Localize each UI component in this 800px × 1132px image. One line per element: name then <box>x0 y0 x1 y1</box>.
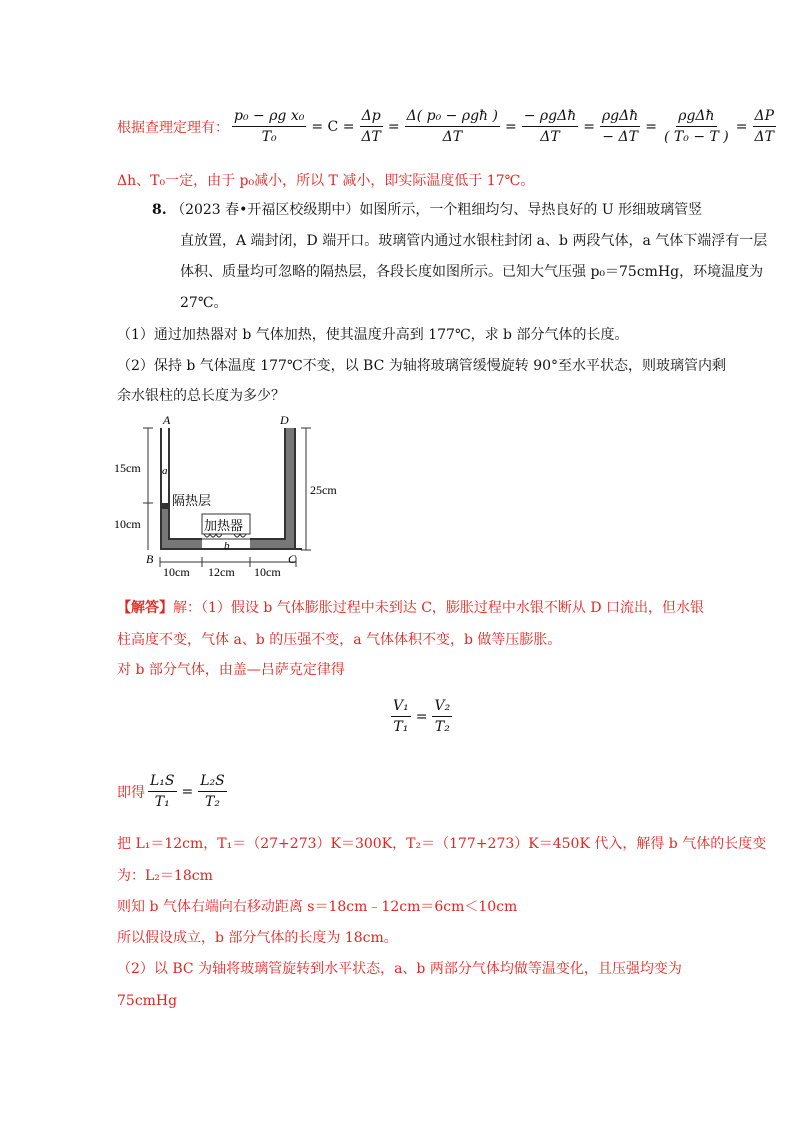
bottom-tube-outer-wall <box>160 548 302 550</box>
label-b: b <box>224 540 230 552</box>
problem-number: 8. <box>152 202 167 218</box>
eq2-right-fraction: $\frac{\text{L₂S}}{\text{T₂}}$ <box>200 773 225 810</box>
insulation-layer <box>161 503 169 509</box>
problem-line-2: 直放置，A 端封闭，D 端开口。玻璃管内通过水银柱封闭 a、b 两段气体，a 气体下端浮有一层 <box>180 233 768 249</box>
label-C: C <box>288 552 297 566</box>
fraction-5: $\frac{\text{ρgΔħ}}{- \Delta T}$ <box>601 108 639 145</box>
mercury-bottom-left <box>162 540 202 548</box>
solution-line-8: （2）以 BC 为轴将玻璃管旋转到水平状态，a、b 两部分气体均做等温变化，且压强均变为 <box>117 961 682 977</box>
solution-line-3: 对 b 部分气体，由盖—吕萨克定律得 <box>117 662 345 678</box>
question-2-line-2: 余水银柱的总长度为多少？ <box>117 388 285 404</box>
problem-line-3: 体积、质量均可忽略的隔热层，各段长度如图所示。已知大气压强 p₀＝75cmHg，环境温度为 <box>180 264 764 280</box>
fraction-7: $\frac{\Delta P}{\Delta T}$ <box>754 108 775 145</box>
label-A: A <box>163 413 171 427</box>
dim-bottom-12cm: 12cm <box>208 565 235 579</box>
heater-label: 加热器 <box>204 518 244 533</box>
right-tube-inner-wall <box>284 428 286 540</box>
eq1-left-fraction: $\frac{\text{V₁}}{\text{T₁}}$ <box>393 698 409 735</box>
left-tube-outer-wall <box>160 428 162 550</box>
gay-lussac-equation: $\frac{\text{V₁}}{\text{T₁}}$ = $\frac{\text{V₂}}{\text{T₂}}$ <box>393 698 451 735</box>
left-tube-inner-wall <box>168 428 170 540</box>
dim-10cm-left: 10cm <box>114 517 141 531</box>
solution-line-4: 把 L₁＝12cm，T₁＝（27+273）K＝300K，T₂＝（177+273）K＝450K 代入，解得 b 气体的长度变 <box>117 836 767 852</box>
fraction-3: $\frac{\text{Δ( p₀ − ρgħ )}}{\Delta T}$ <box>406 108 498 145</box>
dim-15cm: 15cm <box>114 461 141 475</box>
right-tube-outer-wall <box>294 428 296 550</box>
fraction-4: $\frac{\text{− ρgΔħ}}{\Delta T}$ <box>523 108 577 145</box>
dim-25cm: 25cm <box>310 483 337 497</box>
problem-line-1: 8. （2023 春•开福区校级期中）如图所示，一个粗细均匀、导热良好的 U 形细玻璃管竖 <box>152 202 703 218</box>
u-tube-diagram <box>110 410 350 580</box>
insulation-label: 隔热层 <box>172 493 212 508</box>
eq2-left-fraction: $\frac{\text{L₁S}}{\text{T₁}}$ <box>150 773 175 810</box>
fraction-2: $\frac{\Delta p}{\Delta T}$ <box>361 108 381 145</box>
charles-law-formula: 根据查理定理有： $\frac{\text{p₀ − ρg x₀}}{\text{T₀}}$ = C = $\frac{\Delta p}{\Delta T}$ = $\frac{\text{Δ( p₀ − ρgħ )}}{\Delta T}$ = $\frac{\text{− ρgΔħ}}{\Delta T}$ = $\frac{\text{ρgΔħ}}{- \Delta T}$ = $\frac{\text{ρgΔħ}}{\text{( T₀ − T )}}$ = $\frac{\Delta P}{\Delta T}$ <box>117 108 775 145</box>
conclusion-line: Δh、T₀一定，由于 p₀减小，所以 T 减小，即实际温度低于 17℃。 <box>117 173 535 189</box>
mercury-right-column <box>286 428 294 548</box>
question-1: （1）通过加热器对 b 气体加热，使其温度升高到 177℃，求 b 部分气体的长度。 <box>117 327 629 343</box>
solution-line-1: 【解答】解：（1）假设 b 气体膨胀过程中未到达 C，膨胀过程中水银不断从 D 口流出，但水银 <box>117 600 705 616</box>
eq1-right-fraction: $\frac{\text{V₂}}{\text{T₂}}$ <box>434 698 451 735</box>
dim-bottom-10cm-1: 10cm <box>163 565 190 579</box>
question-2-line-1: （2）保持 b 气体温度 177℃不变，以 BC 为轴将玻璃管缓慢旋转 90°至水平状态，则玻璃管内剩 <box>117 358 727 374</box>
solution-tag: 【解答】 <box>117 600 173 616</box>
solution-line-7: 所以假设成立，b 部分气体的长度为 18cm。 <box>117 930 398 946</box>
label-a: a <box>162 465 168 477</box>
length-equation: 即得 $\frac{\text{L₁S}}{\text{T₁}}$ = $\frac{\text{L₂S}}{\text{T₂}}$ <box>117 773 225 810</box>
dim-bottom-10cm-2: 10cm <box>254 565 281 579</box>
bottom-tube-inner-wall-left <box>168 538 202 540</box>
bottom-tube-inner-wall-right <box>250 538 286 540</box>
formula-prefix: 根据查理定理有： <box>117 119 229 136</box>
solution-line-2: 柱高度不变，气体 a、b 的压强不变，a 气体体积不变，b 做等压膨胀。 <box>117 632 562 648</box>
solution-line-6: 则知 b 气体右端向右移动距离 s＝18cm﹣12cm＝6cm＜10cm <box>117 899 518 915</box>
fraction-6: $\frac{\text{ρgΔħ}}{\text{( T₀ − T )}}$ <box>664 108 729 145</box>
label-B: B <box>146 552 154 566</box>
solution-line-9: 75cmHg <box>117 993 178 1009</box>
solution-line-5: 为：L₂＝18cm <box>117 868 213 884</box>
fraction-1: $\frac{\text{p₀ − ρg x₀}}{\text{T₀}}$ <box>234 108 305 145</box>
label-D: D <box>280 413 289 427</box>
problem-line-4: 27℃。 <box>180 295 228 311</box>
